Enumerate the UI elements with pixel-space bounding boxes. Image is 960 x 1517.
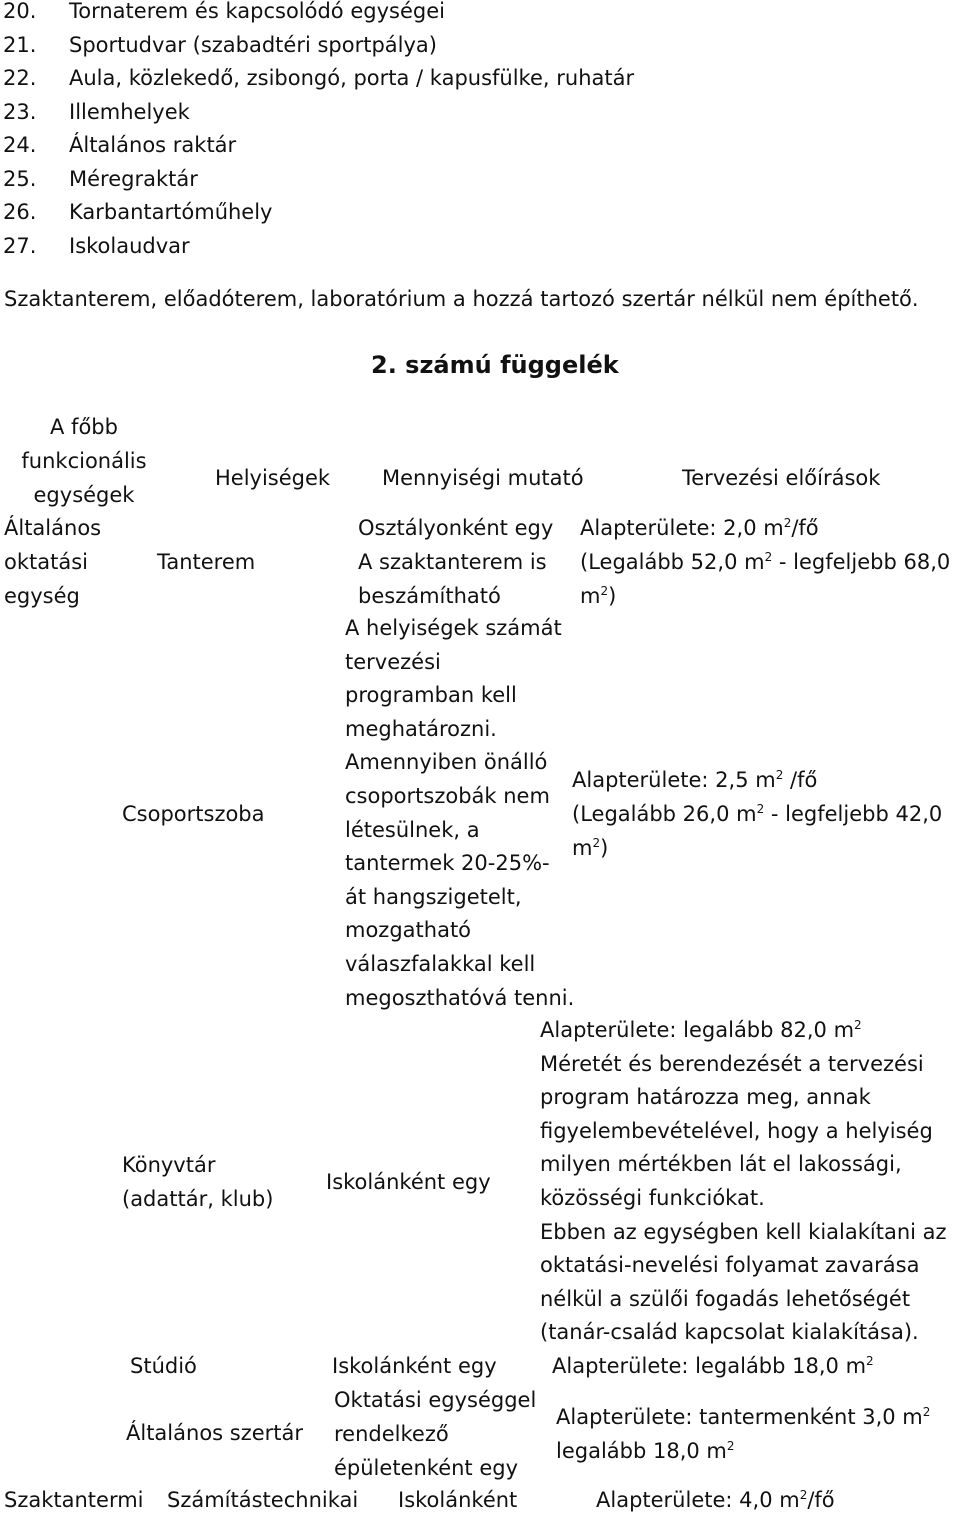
rule-line — [572, 763, 942, 797]
rule-text: legalább 18,0 m — [556, 1439, 727, 1463]
list-number: 21. — [3, 32, 37, 57]
quantity-last: Iskolánként — [398, 1488, 518, 1512]
quantity-line: programban kell — [345, 683, 517, 708]
room-tanterem: Tanterem — [157, 550, 256, 574]
superscript: 2 — [783, 516, 792, 530]
list-number: 24. — [3, 133, 37, 157]
rule-line — [540, 1014, 947, 1048]
quantity-line: át hangszigetelt, — [345, 884, 522, 909]
quantity-tanterem — [358, 511, 553, 613]
superscript: 2 — [854, 1018, 862, 1032]
list-number: 26. — [3, 200, 37, 224]
header-units — [0, 410, 168, 512]
note-paragraph: Szaktanterem, előadóterem, laboratórium a hozzá tartozó szertár nélkül nem építhető. — [4, 287, 919, 311]
rule-text: - legfeljebb 42,0 — [764, 802, 943, 826]
unit-general-line: oktatási — [4, 550, 88, 574]
list-label: Iskolaudvar — [69, 233, 190, 258]
list-label: Aula, közlekedő, zsibongó, porta / kapusfülke, ruhatár — [69, 66, 635, 90]
rule-text: m — [572, 836, 593, 860]
appendix-title: 2. számú függelék — [371, 351, 619, 379]
rule-studio — [552, 1349, 874, 1383]
list-label: Karbantartóműhely — [69, 200, 273, 224]
list-item — [3, 61, 903, 95]
room-line: Könyvtár — [122, 1153, 216, 1177]
list-number: 23. — [3, 99, 37, 124]
rule-line: program határozza meg, annak — [540, 1085, 871, 1110]
superscript: 2 — [764, 550, 773, 564]
rule-text: ) — [608, 584, 617, 608]
rule-text: /fő — [791, 516, 819, 540]
room-csoportszoba: Csoportszoba — [122, 802, 265, 826]
header-rules: Tervezési előírások — [682, 466, 881, 490]
list-item — [3, 162, 903, 196]
list-item — [3, 0, 903, 28]
list-label: Méregraktár — [69, 166, 198, 191]
rule-line: figyelembevételével, hogy a helyiség — [540, 1118, 933, 1143]
rule-line: (tanár-család kapcsolat kialakítása). — [540, 1320, 919, 1345]
rule-line: nélkül a szülői fogadás lehetőségét — [540, 1286, 911, 1311]
rule-text: - legfeljebb 68,0 — [772, 550, 951, 574]
unit-general — [4, 511, 101, 613]
quantity-szertar — [334, 1383, 536, 1485]
quantity-line: A szaktanterem is — [358, 550, 547, 574]
list-label: Tornaterem és kapcsolódó egységei — [69, 0, 445, 23]
list-item — [3, 229, 903, 263]
superscript: 2 — [922, 1405, 931, 1419]
unit-general-line: egység — [4, 584, 80, 608]
unit-general-line: Általános — [4, 516, 102, 540]
rule-text: Alapterülete: legalább 82,0 m — [540, 1018, 855, 1042]
quantity-line: Amennyiben önálló — [345, 750, 548, 775]
quantity-line: tervezési — [345, 649, 441, 674]
quantity-line: tantermek 20-25%- — [345, 851, 550, 876]
rule-line — [556, 1400, 930, 1434]
quantity-line: mozgatható — [345, 918, 472, 943]
rule-line — [572, 831, 942, 865]
header-units-line: funkcionális — [21, 449, 147, 473]
rule-text: Alapterülete: legalább 18,0 m — [552, 1354, 867, 1378]
quantity-line: A helyiségek számát — [345, 616, 562, 640]
room-szertar: Általános szertár — [126, 1421, 304, 1445]
rule-line — [572, 797, 942, 831]
rules-szertar — [556, 1400, 930, 1468]
room-szamitastechnikai: Számítástechnikai — [167, 1488, 359, 1512]
superscript: 2 — [775, 768, 784, 782]
header-units-line: A főbb — [50, 415, 118, 439]
rule-line: Ebben az egységben kell kialakítani az — [540, 1219, 947, 1244]
header-quantity: Mennyiségi mutató — [382, 466, 584, 490]
list-label: Általános raktár — [69, 133, 237, 157]
list-number: 27. — [3, 233, 37, 258]
rule-line — [580, 545, 950, 579]
superscript: 2 — [799, 1488, 808, 1502]
rule-line: közösségi funkciókat. — [540, 1185, 765, 1210]
rule-line: oktatási-nevelési folyamat zavarása — [540, 1253, 920, 1278]
list-number: 20. — [3, 0, 37, 23]
superscript: 2 — [866, 1354, 874, 1368]
quantity-konyvtar: Iskolánként egy — [326, 1170, 491, 1194]
quantity-line: létesülnek, a — [345, 817, 480, 842]
header-units-line: egységek — [33, 483, 135, 507]
list-number: 22. — [3, 66, 37, 90]
quantity-line: válaszfalakkal kell — [345, 951, 536, 976]
room-line: (adattár, klub) — [122, 1187, 274, 1211]
superscript: 2 — [726, 1439, 735, 1453]
superscript: 2 — [756, 802, 765, 816]
room-konyvtar — [122, 1148, 273, 1216]
quantity-csoportszoba — [345, 612, 574, 1015]
list-label: Illemhelyek — [69, 99, 190, 124]
room-studio: Stúdió — [130, 1354, 197, 1378]
quantity-line: rendelkező — [334, 1422, 449, 1446]
superscript: 2 — [592, 836, 601, 850]
list-number: 25. — [3, 166, 37, 191]
quantity-line: Oktatási egységgel — [334, 1388, 537, 1412]
rules-konyvtar — [540, 1014, 947, 1350]
quantity-line: meghatározni. — [345, 716, 497, 741]
header-rooms: Helyiségek — [215, 466, 331, 490]
rule-text: m — [580, 584, 601, 608]
quantity-line: Osztályonként egy — [358, 516, 554, 540]
rule-text: Alapterülete: tantermenként 3,0 m — [556, 1405, 923, 1429]
rule-text: (Legalább 52,0 m — [580, 550, 765, 574]
list-item — [3, 28, 903, 62]
rule-line — [580, 511, 950, 545]
rule-text: Alapterülete: 2,5 m — [572, 768, 776, 792]
rule-text: Alapterülete: 2,0 m — [580, 516, 784, 540]
rule-line: milyen mértékben lát el lakossági, — [540, 1152, 902, 1177]
quantity-line: beszámítható — [358, 584, 501, 608]
quantity-line: csoportszobák nem — [345, 783, 550, 808]
rule-text: Alapterülete: 4,0 m — [596, 1488, 800, 1512]
rules-tanterem — [580, 511, 950, 613]
rule-text: /fő — [783, 768, 818, 792]
list-label: Sportudvar (szabadtéri sportpálya) — [69, 32, 437, 57]
rule-text: (Legalább 26,0 m — [572, 802, 757, 826]
list-item — [3, 128, 903, 162]
rules-csoportszoba — [572, 763, 942, 865]
list-item — [3, 195, 903, 229]
rule-last — [596, 1483, 835, 1517]
unit-szaktantermi: Szaktantermi — [4, 1488, 144, 1512]
quantity-line: épületenként egy — [334, 1456, 519, 1480]
quantity-studio: Iskolánként egy — [332, 1354, 497, 1378]
superscript: 2 — [600, 584, 609, 598]
rule-text: ) — [600, 836, 609, 860]
rule-line — [580, 579, 950, 613]
rule-line: Méretét és berendezését a tervezési — [540, 1051, 924, 1076]
quantity-line: megoszthatóvá tenni. — [345, 985, 575, 1010]
rule-text: /fő — [807, 1488, 835, 1512]
list-item — [3, 95, 903, 129]
rule-line — [556, 1434, 930, 1468]
